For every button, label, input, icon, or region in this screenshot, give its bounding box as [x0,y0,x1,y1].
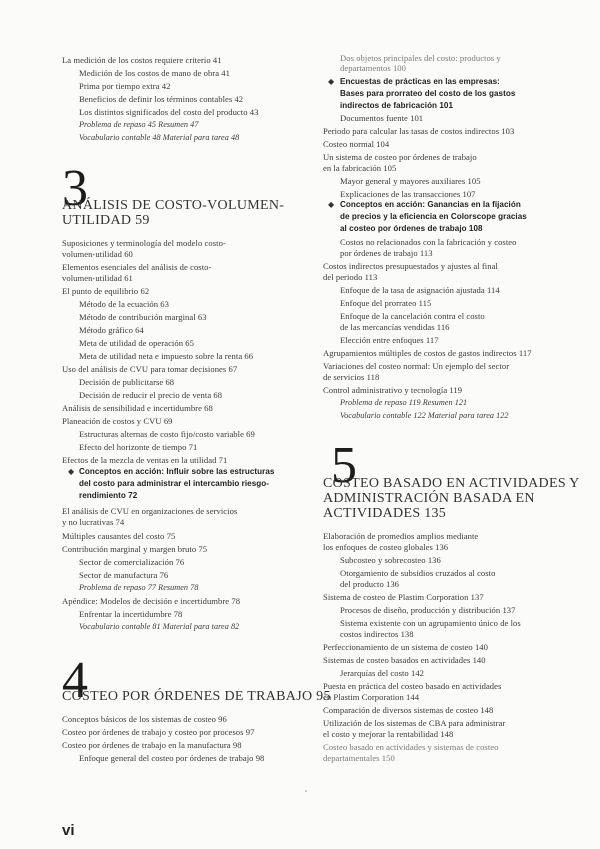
diamond-bullet-icon: ◆ [328,200,335,209]
toc-entry: El punto de equilibrio 62 [62,286,150,296]
toc-entry: La medición de los costos requiere criterio 41 [62,55,222,65]
toc-entry: Dos objetos principales del costo: productos y [340,53,501,63]
toc-entry: Múltiples causantes del costo 75 [62,531,176,541]
toc-entry: departamentos 100 [340,63,406,73]
toc-entry: Elaboración de promedios amplios mediante [323,531,479,541]
toc-entry: Enfoque de la cancelación contra el costo [340,311,485,321]
toc-entry: Utilización de los sistemas de CBA para administrar [323,718,506,728]
toc-entry: Enfoque del prorrateo 115 [340,298,432,308]
page-number: vi [62,822,75,839]
toc-entry-italic: Vocabulario contable 81 Material para tarea 82 [79,622,240,631]
toc-entry: Método gráfico 64 [79,325,144,335]
toc-entry-feature: Conceptos en acción: Ganancias en la fijación [340,200,521,209]
toc-entry-italic: Problema de repaso 45 Resumen 47 [79,120,199,129]
toc-entry: Análisis de sensibilidad e incertidumbre 68 [62,403,213,413]
toc-entry: Sistemas de costeo basados en actividades 140 [323,655,486,665]
toc-entry: volumen-utilidad 61 [62,273,133,283]
toc-entry: Método de la ecuación 63 [79,299,169,309]
toc-entry: en la fabricación 105 [323,163,397,173]
chapter-number: 5 [331,437,357,494]
toc-entry: Variaciones del costeo normal: Un ejemplo del sector [323,361,510,371]
toc-entry: Decisión de publicitarse 68 [79,377,175,387]
toc-entry-feature: Encuestas de prácticas en las empresas: [340,77,500,86]
toc-entry-feature: del costo para administrar el intercambio riesgo- [79,479,270,488]
toc-entry: Enfoque general del costeo por órdenes de trabajo 98 [79,753,265,763]
chapter-title: ADMINISTRACIÓN BASADA EN [323,491,535,506]
toc-entry: y no lucrativas 74 [62,517,125,527]
toc-entry: en Plastim Corporation 144 [323,692,420,702]
toc-entry-italic: Vocabulario contable 122 Material para tarea 122 [340,411,509,420]
toc-entry: Contribución marginal y margen bruto 75 [62,544,208,554]
toc-entry: Efectos de la mezcla de ventas en la utilidad 71 [62,455,228,465]
diamond-bullet-icon: ◆ [328,77,335,86]
toc-entry: los enfoques de costeo globales 136 [323,542,449,552]
toc-entry: Documentos fuente 101 [340,113,424,123]
toc-entry: Perfeccionamiento de un sistema de costeo 140 [323,642,489,652]
toc-entry: Efecto del horizonte de tiempo 71 [79,442,198,452]
chapter-title: ACTIVIDADES 135 [323,506,447,521]
toc-entry: Costeo basado en actividades y sistemas de costeo [323,742,499,752]
toc-entry: del periodo 113 [323,272,378,282]
toc-entry: Apéndice: Modelos de decisión e incertidumbre 78 [62,596,241,606]
toc-entry: Prima por tiempo extra 42 [79,81,171,91]
toc-entry: Suposiciones y terminología del modelo costo- [62,238,226,248]
toc-entry: Puesta en práctica del costeo basado en actividades [323,681,502,691]
toc-entry: Agrupamientos múltiples de costos de gastos indirectos 117 [323,348,532,358]
toc-entry-feature: indirectos de fabricación 101 [340,101,454,110]
chapter-title: ANÁLISIS DE COSTO-VOLUMEN- [62,198,285,213]
toc-entry: Método de contribución marginal 63 [79,312,207,322]
toc-entry: Otorgamiento de subsidios cruzados al costo [340,568,496,578]
toc-entry: Jerarquías del costo 142 [340,668,425,678]
toc-entry: el costo y mejorar la rentabilidad 148 [323,729,454,739]
toc-entry: Enfoque de la tasa de asignación ajustada 114 [340,285,500,295]
toc-entry: Sistema de costeo de Plastim Corporation 137 [323,592,484,602]
toc-entry-italic: Problema de repaso 77 Resumen 78 [79,583,199,592]
toc-entry-italic: Problema de repaso 119 Resumen 121 [340,398,468,407]
toc-entry: por órdenes de trabajo 113 [340,248,433,258]
toc-entry: Elementos esenciales del análisis de costo- [62,262,212,272]
toc-entry: Sistema existente con un agrupamiento único de los [340,618,521,628]
toc-entry-feature: Bases para prorrateo del costo de los gastos [340,89,516,98]
toc-entry: Planeación de costos y CVU 69 [62,416,173,426]
toc-entry: Enfrentar la incertidumbre 78 [79,609,183,619]
toc-entry: Subcosteo y sobrecosteo 136 [340,555,441,565]
toc-entry: Sector de manufactura 76 [79,570,169,580]
toc-entry-feature: al costeo por órdenes de trabajo 108 [340,224,483,233]
toc-entry: costos indirectos 138 [340,629,414,639]
toc-entry: Un sistema de costeo por órdenes de trabajo [323,152,477,162]
chapter-number: 4 [62,652,88,709]
chapter-title: COSTEO POR ÓRDENES DE TRABAJO 95 [62,689,331,704]
toc-entry: Mayor general y mayores auxiliares 105 [340,176,481,186]
toc-entry: Costeo por órdenes de trabajo y costeo por procesos 97 [62,727,255,737]
toc-entry: Periodo para calcular las tasas de costos indirectos 103 [323,126,515,136]
toc-entry: departamentales 150 [323,753,395,763]
toc-entry: del producto 136 [340,579,400,589]
toc-entry: Explicaciones de las transacciones 107 [340,189,476,199]
chapter-title: COSTEO BASADO EN ACTIVIDADES Y [323,476,580,491]
toc-entry: Costos indirectos presupuestados y ajustes al final [323,261,498,271]
toc-entry: Control administrativo y tecnología 119 [323,385,463,395]
toc-entry: Conceptos básicos de los sistemas de costeo 96 [62,714,227,724]
toc-entry: Los distintos significados del costo del producto 43 [79,107,259,117]
toc-entry: Elección entre enfoques 117 [340,335,439,345]
chapter-number: 3 [62,160,88,217]
toc-entry: de las mercancías vendidas 116 [340,322,450,332]
toc-entry: Costeo por órdenes de trabajo en la manufactura 98 [62,740,242,750]
toc-entry: Beneficios de definir los términos contables 42 [79,94,244,104]
chapter-title: UTILIDAD 59 [62,213,150,228]
toc-entry: Costeo normal 104 [323,139,390,149]
toc-entry: Sector de comercialización 76 [79,557,185,567]
diamond-bullet-icon: ◆ [68,467,75,476]
toc-entry: Meta de utilidad de operación 65 [79,338,194,348]
toc-entry: Comparación de diversos sistemas de costeo 148 [323,705,494,715]
toc-entry-feature: de precios y la eficiencia en Colorscope gracias [340,212,527,221]
toc-entry-italic: Vocabulario contable 48 Material para tarea 48 [79,133,240,142]
toc-entry: Decisión de reducir el precio de venta 68 [79,390,223,400]
toc-entry-feature: rendimiento 72 [79,491,138,500]
toc-entry: Procesos de diseño, producción y distribución 137 [340,605,516,615]
toc-entry: de servicios 118 [323,372,380,382]
toc-entry: El análisis de CVU en organizaciones de servicios [62,506,238,516]
toc-entry: volumen-utilidad 60 [62,249,133,259]
toc-entry: Costos no relacionados con la fabricación y costeo [340,237,517,247]
scan-speck [305,790,307,792]
toc-entry: Meta de utilidad neta e impuesto sobre la renta 66 [79,351,254,361]
toc-entry: Uso del análisis de CVU para tomar decisiones 67 [62,364,238,374]
toc-entry: Medición de los costos de mano de obra 41 [79,68,230,78]
toc-entry: Estructuras alternas de costo fijo/costo variable 69 [79,429,255,439]
toc-entry-feature: Conceptos en acción: Influir sobre las estructuras [79,467,275,476]
